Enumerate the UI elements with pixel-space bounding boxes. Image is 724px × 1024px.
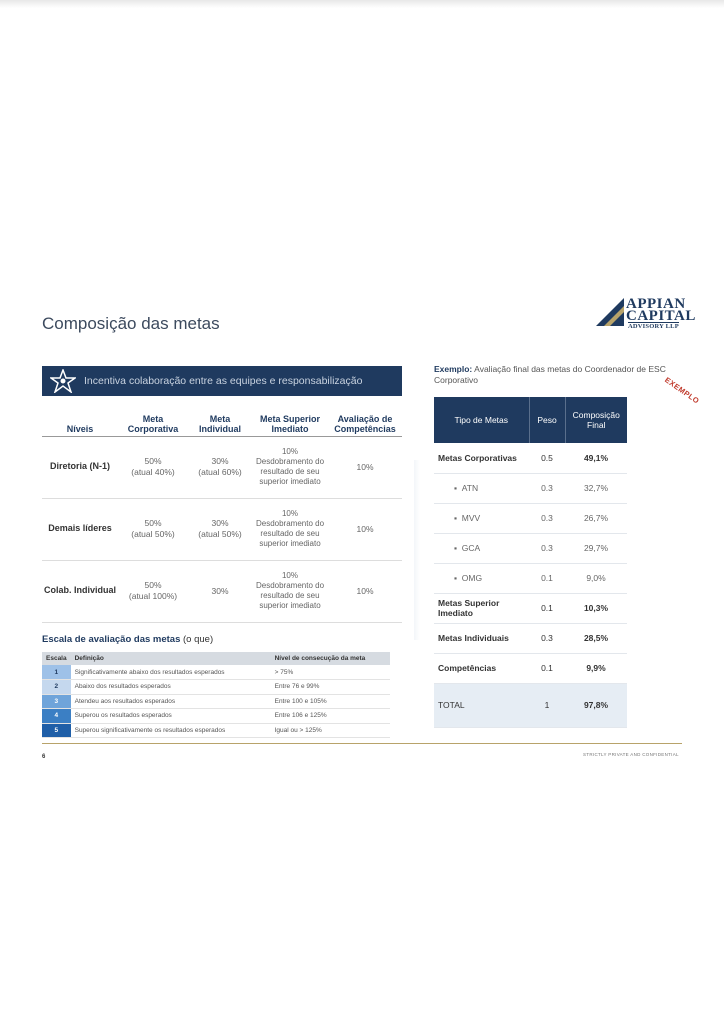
goal-composition: 29,7% (565, 533, 627, 563)
goal-type (434, 473, 529, 503)
goal-composition: 9,9% (565, 653, 627, 683)
example-title-bold: Exemplo: (434, 364, 473, 374)
goal-type: Metas Superior Imediato (434, 593, 529, 623)
scale-definition: Superou os resultados esperados (71, 709, 271, 724)
table-row (42, 709, 390, 724)
ind-value: 30% (211, 456, 229, 467)
goal-subtype: ATN (461, 483, 479, 493)
sup-value: 10% (281, 571, 298, 580)
goal-type (434, 563, 529, 593)
logo-line-1: APPIAN (626, 296, 686, 312)
corp-note: (atual 40%) (131, 467, 175, 477)
table-row (434, 593, 627, 623)
appian-logo-icon (596, 298, 624, 326)
scale-title-text: Escala de avaliação das metas (42, 634, 181, 645)
logo-line-3: ADVISORY LLP (628, 323, 679, 330)
header-composicao-final: Composição Final (565, 397, 627, 443)
collaboration-banner (42, 366, 402, 396)
header-peso: Peso (529, 397, 565, 443)
scale-definition: Abaixo dos resultados esperados (71, 680, 271, 695)
ind-cell (188, 560, 252, 622)
confidential-notice: STRICTLY PRIVATE AND CONFIDENTIAL (583, 752, 679, 757)
comp-cell: 10% (328, 436, 402, 498)
table-row (434, 563, 627, 593)
scale-level: > 75% (271, 665, 390, 680)
total-composition: 97,8% (565, 683, 627, 727)
goal-composition: 32,7% (565, 473, 627, 503)
corp-cell (118, 436, 188, 498)
page-number: 6 (42, 754, 46, 760)
example-evaluation-table (434, 397, 627, 728)
table-row (434, 473, 627, 503)
goal-weight: 0.3 (529, 473, 565, 503)
goal-subtype: GCA (461, 543, 481, 553)
star-people-icon (50, 369, 76, 393)
example-stamp: EXEMPLO (663, 375, 702, 406)
scale-heading (42, 634, 213, 645)
scale-definition: Superou significativamente os resultados esperados (71, 723, 271, 738)
header-meta-corporativa: Meta Corporativa (118, 402, 188, 436)
scale-number: 3 (42, 694, 71, 709)
logo-line-2: CAPITAL (626, 308, 696, 324)
table-row (434, 503, 627, 533)
ind-note: (atual 50%) (198, 529, 242, 539)
goal-composition: 26,7% (565, 503, 627, 533)
ind-note: (atual 60%) (198, 467, 242, 477)
scale-level: Igual ou > 125% (271, 723, 390, 738)
header-nivel: Nível de consecução da meta (271, 652, 390, 665)
goal-subtype: OMG (461, 573, 483, 583)
goal-type: Metas Individuais (434, 623, 529, 653)
table-row (42, 694, 390, 709)
table-row (42, 723, 390, 738)
scale-level: Entre 76 e 99% (271, 680, 390, 695)
sup-cell (252, 436, 328, 498)
sup-value: 10% (281, 447, 298, 456)
scale-definition: Atendeu aos resultados esperados (71, 694, 271, 709)
banner-text: Incentiva colaboração entre as equipes e responsabilização (84, 375, 363, 387)
header-meta-individual: Meta Individual (188, 402, 252, 436)
comp-cell: 10% (328, 498, 402, 560)
footer-divider (42, 743, 682, 744)
corp-value: 50% (144, 456, 162, 467)
total-label: TOTAL (434, 683, 529, 727)
header-meta-superior: Meta Superior Imediato (252, 402, 328, 436)
corp-cell (118, 560, 188, 622)
header-tipo-metas: Tipo de Metas (434, 397, 529, 443)
scale-definition: Significativamente abaixo dos resultados esperados (71, 665, 271, 680)
level-cell: Diretoria (N-1) (42, 436, 118, 498)
goal-weight: 0.5 (529, 443, 565, 473)
header-niveis: Níveis (42, 402, 118, 436)
corp-value: 50% (144, 580, 162, 591)
table-row (42, 498, 402, 560)
appian-logo (596, 296, 696, 330)
corp-note: (atual 100%) (128, 591, 178, 601)
ind-cell (188, 498, 252, 560)
goal-composition: 10,3% (565, 593, 627, 623)
evaluation-scale-table (42, 652, 390, 738)
goal-weight: 0.3 (529, 503, 565, 533)
header-definicao: Definição (71, 652, 271, 665)
table-row (434, 653, 627, 683)
sup-note: Desdobramento do resultado de seu superior imediato (255, 581, 325, 610)
sup-value: 10% (281, 509, 298, 518)
table-row (434, 623, 627, 653)
bullet-icon: ▪ (454, 483, 458, 493)
goals-composition-table (42, 402, 402, 623)
example-header-row (434, 397, 627, 443)
header-avaliacao-competencias: Avaliação de Competências (328, 402, 402, 436)
table-row (434, 443, 627, 473)
level-cell: Demais líderes (42, 498, 118, 560)
goal-composition: 9,0% (565, 563, 627, 593)
sup-cell (252, 560, 328, 622)
level-cell: Colab. Individual (42, 560, 118, 622)
table-row (42, 560, 402, 622)
total-weight: 1 (529, 683, 565, 727)
table-row (42, 680, 390, 695)
goal-weight: 0.3 (529, 533, 565, 563)
scale-level: Entre 106 e 125% (271, 709, 390, 724)
bullet-icon: ▪ (454, 543, 458, 553)
sup-cell (252, 498, 328, 560)
goal-type: Competências (434, 653, 529, 683)
header-escala: Escala (42, 652, 71, 665)
goal-type: Metas Corporativas (434, 443, 529, 473)
comp-cell: 10% (328, 560, 402, 622)
goal-subtype: MVV (461, 513, 481, 523)
goal-composition: 49,1% (565, 443, 627, 473)
bullet-icon: ▪ (454, 573, 458, 583)
scale-title-suffix: (o que) (183, 634, 214, 645)
corp-value: 50% (144, 518, 162, 529)
corp-note: (atual 50%) (131, 529, 175, 539)
example-title (434, 364, 680, 386)
scale-level: Entre 100 e 105% (271, 694, 390, 709)
goal-weight: 0.3 (529, 623, 565, 653)
goal-weight: 0.1 (529, 593, 565, 623)
ind-cell (188, 436, 252, 498)
sup-note: Desdobramento do resultado de seu superior imediato (255, 457, 325, 486)
goal-type (434, 503, 529, 533)
table-row (42, 665, 390, 680)
table-header-row (42, 402, 402, 436)
example-title-rest: Avaliação final das metas do Coordenador de ESC Corporativo (434, 364, 666, 386)
bullet-icon: ▪ (454, 513, 458, 523)
sup-note: Desdobramento do resultado de seu superior imediato (255, 519, 325, 548)
table-row (42, 436, 402, 498)
scale-number: 1 (42, 665, 71, 680)
table-row (434, 533, 627, 563)
page-title: Composição das metas (42, 314, 220, 333)
goal-composition: 28,5% (565, 623, 627, 653)
corp-cell (118, 498, 188, 560)
goal-type (434, 533, 529, 563)
goal-weight: 0.1 (529, 563, 565, 593)
goal-weight: 0.1 (529, 653, 565, 683)
ind-value: 30% (211, 585, 229, 596)
scale-number: 5 (42, 723, 71, 738)
panel-divider (414, 460, 420, 640)
scale-number: 4 (42, 709, 71, 724)
ind-value: 30% (211, 518, 229, 529)
scale-number: 2 (42, 680, 71, 695)
total-row (434, 683, 627, 727)
scale-header-row (42, 652, 390, 665)
